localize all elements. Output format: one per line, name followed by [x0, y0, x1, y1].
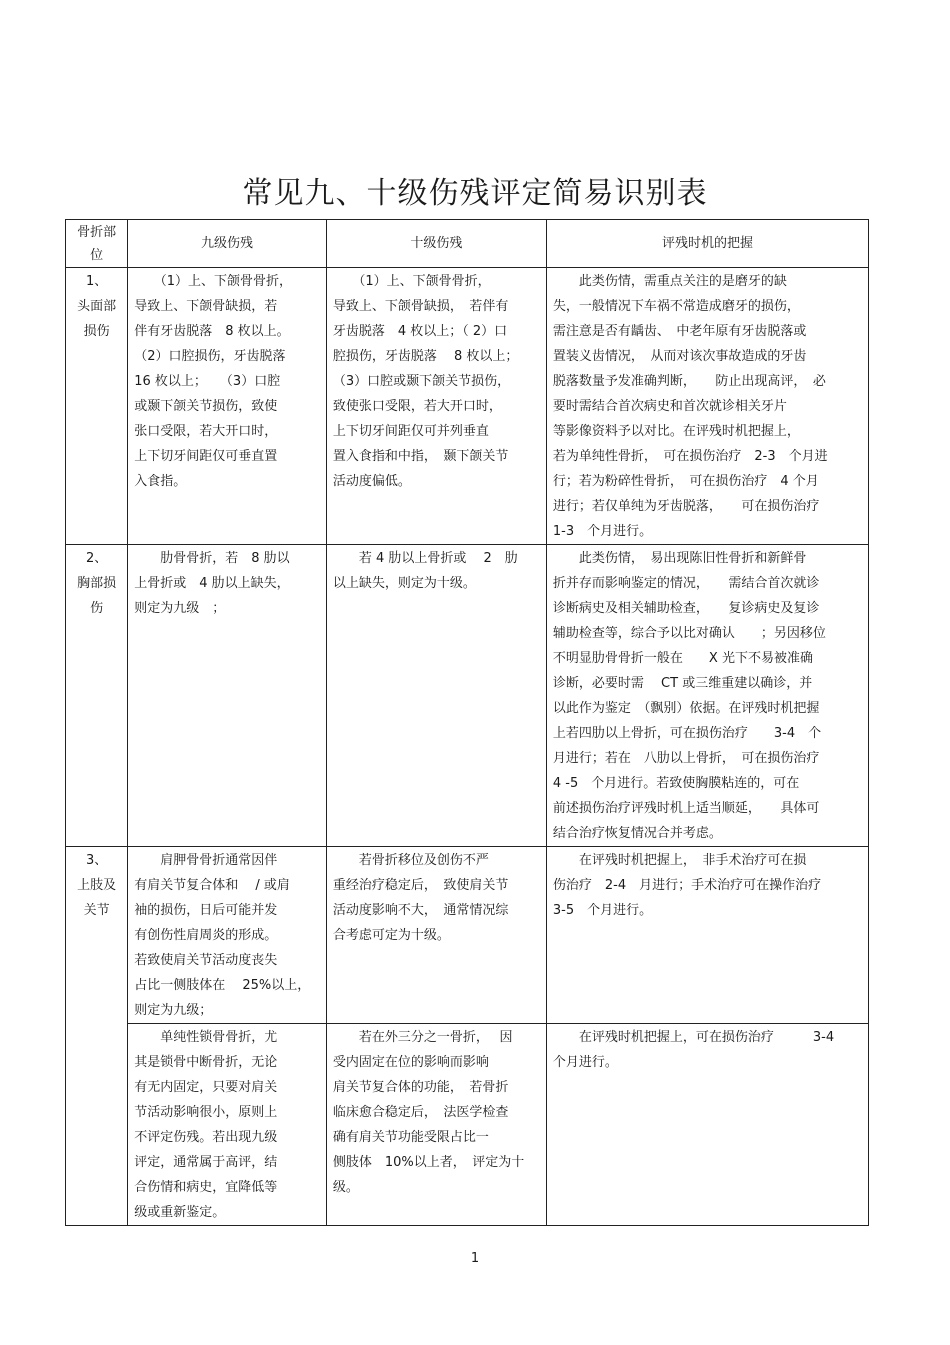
table-row	[66, 847, 869, 1024]
site-cell: 2、 胸部损 伤	[66, 545, 128, 847]
site-cell: 3、 上肢及 关节	[66, 847, 128, 1226]
grade10-cell: 若 4 肋以上骨折或 2 肋 以上缺失，则定为十级。	[326, 545, 546, 847]
header-grade9: 九级伤残	[128, 220, 327, 268]
table-row	[66, 545, 869, 847]
assessment-table	[65, 219, 869, 1226]
header-timing: 评残时机的把握	[546, 220, 868, 268]
grade10-cell: 若在外三分之一骨折， 因 受内固定在位的影响而影响 肩关节复合体的功能， 若骨折 临床愈合稳定后， 法医学检查 确有肩关节功能受限占比一 侧肢体 10%以上者， 评定为十 级。	[326, 1024, 546, 1226]
grade9-cell: 肩胛骨骨折通常因伴 有肩关节复合体和 / 或肩 袖的损伤，日后可能并发 有创伤性肩周炎的形成。 若致使肩关节活动度丧失 占比一侧肢体在 25%以上， 则定为九级；	[128, 847, 327, 1024]
table-row	[66, 1024, 869, 1226]
grade9-cell: （1）上、下颌骨骨折， 导致上、下颌骨缺损，若 伴有牙齿脱落 8 枚以上。 （2）口腔损伤，牙齿脱落 16 枚以上； （3）口腔 或颞下颌关节损伤，致使 张口受限，若大开口时， 上下切牙间距仅可垂直置 入食指。	[128, 268, 327, 545]
header-site: 骨折部 位	[66, 220, 128, 268]
header-grade10: 十级伤残	[326, 220, 546, 268]
timing-cell: 此类伤情，需重点关注的是磨牙的缺 失，一般情况下车祸不常造成磨牙的损伤， 需注意是否有龋齿、 中老年原有牙齿脱落或 置装义齿情况， 从而对该次事故造成的牙齿 脱落数量予发准确判断， 防止出现高评， 必 要时需结合首次病史和首次就诊相关牙片 等影像资料予以对比。在评残时机把握上， 若为单纯性骨折， 可在损伤治疗 2-3 个月进 行；若为粉碎性骨折， 可在损伤治疗 4 个月 进行；若仅单纯为牙齿脱落， 可在损伤治疗 1-3 个月进行。	[546, 268, 868, 545]
timing-cell: 此类伤情， 易出现陈旧性骨折和新鲜骨 折并存而影响鉴定的情况， 需结合首次就诊 诊断病史及相关辅助检查， 复诊病史及复诊 辅助检查等，综合予以比对确认 ；另因移位 不明显肋骨骨折一般在 X 光下不易被准确 诊断，必要时需 CT 或三维重建以确诊，并 以此作为鉴定 （飘别）依据。在评残时机把握 上若四肋以上骨折，可在损伤治疗 3-4 个 月进行；若在 八肋以上骨折， 可在损伤治疗 4 -5 个月进行。若致使胸膜粘连的，可在 前述损伤治疗评残时机上适当顺延， 具体可 结合治疗恢复情况合并考虑。	[546, 545, 868, 847]
grade10-cell: 若骨折移位及创伤不严 重经治疗稳定后， 致使肩关节 活动度影响不大， 通常情况综 合考虑可定为十级。	[326, 847, 546, 1024]
table-header-row	[66, 220, 869, 268]
grade9-cell: 单纯性锁骨骨折，尤 其是锁骨中断骨折，无论 有无内固定，只要对肩关 节活动影响很小，原则上 不评定伤残。若出现九级 评定，通常属于高评，结 合伤情和病史，宜降低等 级或重新鉴定。	[128, 1024, 327, 1226]
timing-cell: 在评残时机把握上， 非手术治疗可在损 伤治疗 2-4 月进行；手术治疗可在操作治疗 3-5 个月进行。	[546, 847, 868, 1024]
page-number: 1	[470, 1251, 480, 1266]
table-row	[66, 268, 869, 545]
grade9-cell: 肋骨骨折，若 8 肋以 上骨折或 4 肋以上缺失， 则定为九级 ；	[128, 545, 327, 847]
grade10-cell: （1）上、下颌骨骨折， 导致上、下颌骨缺损， 若伴有 牙齿脱落 4 枚以上；（ 2）口 腔损伤，牙齿脱落 8 枚以上； （3）口腔或颞下颌关节损伤， 致使张口受限，若大开口时， 上下切牙间距仅可并列垂直 置入食指和中指， 颞下颌关节 活动度偏低。	[326, 268, 546, 545]
site-cell: 1、 头面部 损伤	[66, 268, 128, 545]
timing-cell: 在评残时机把握上，可在损伤治疗 3-4 个月进行。	[546, 1024, 868, 1226]
page-title: 常见九、十级伤残评定简易识别表	[242, 176, 708, 211]
